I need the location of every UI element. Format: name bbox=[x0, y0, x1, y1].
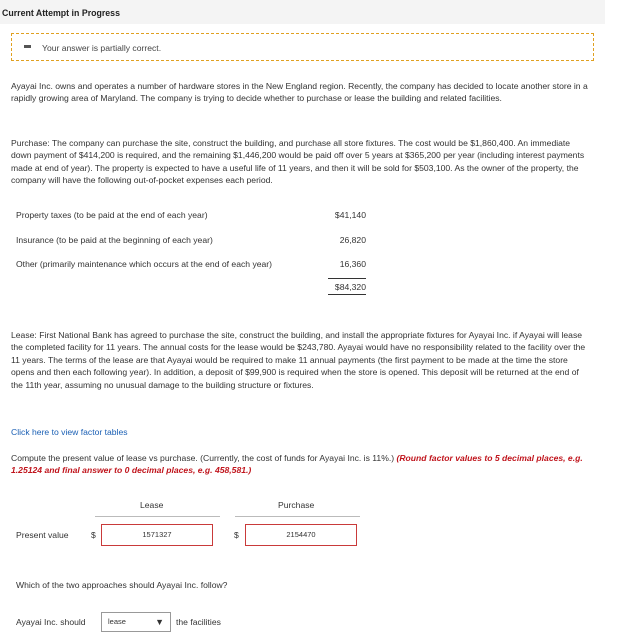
currency-symbol: $ bbox=[91, 530, 96, 540]
question-two: Which of the two approaches should Ayayai Inc. follow? bbox=[16, 580, 228, 590]
cost-value: $41,140 bbox=[334, 210, 366, 220]
column-header-purchase: Purchase bbox=[278, 500, 315, 510]
cost-label: Insurance (to be paid at the beginning of each year) bbox=[16, 235, 213, 245]
right-margin bbox=[605, 0, 631, 644]
lease-heading: Lease: bbox=[11, 330, 37, 340]
header-bar bbox=[0, 0, 605, 24]
factor-tables-link[interactable]: Click here to view factor tables bbox=[11, 427, 128, 437]
present-value-label: Present value bbox=[16, 530, 69, 540]
cost-label: Property taxes (to be paid at the end of each year) bbox=[16, 210, 208, 220]
purchase-text: The company can purchase the site, construct the building, and purchase all store fixtures. The cost would be $1,860,400. An immediate down payment of $414,200 is required, and the remaining $1,446,200 would be paid off over 5 years at $365,200 per year (including interest payments made at end of year). The property is expected to have a useful life of 11 years, and then it will be sold for $503,100. As the owner of the property, the company will have the following out-of-pocket expenses each period. bbox=[11, 138, 585, 186]
purchase-paragraph bbox=[11, 137, 591, 187]
rounding-note: (Round factor values to 5 decimal places, e.g. 1.25124 and final answer to 0 decimal places, e.g. 458,581.) bbox=[11, 453, 583, 476]
cost-label: Other (primarily maintenance which occurs at the end of each year) bbox=[16, 259, 273, 269]
column-divider bbox=[95, 516, 220, 517]
purchase-present-value-input[interactable]: 2154470 bbox=[245, 524, 357, 546]
page-title: Current Attempt in Progress bbox=[2, 8, 120, 18]
column-header-lease: Lease bbox=[140, 500, 164, 510]
status-text: Your answer is partially correct. bbox=[42, 43, 162, 53]
cost-value: 16,360 bbox=[339, 259, 366, 269]
cost-total-row bbox=[16, 282, 366, 294]
intro-paragraph: Ayayai Inc. owns and operates a number of hardware stores in the New England region. Recently, the company has decided to locate another store in a rapidly growing area of Maryland. The company is trying to decide whether to purchase or lease the building and related facilities. bbox=[11, 81, 588, 104]
cost-row bbox=[16, 235, 366, 247]
cost-row bbox=[16, 259, 366, 271]
instruction bbox=[11, 452, 591, 477]
status-banner bbox=[11, 33, 594, 61]
approach-select[interactable] bbox=[101, 612, 171, 632]
answer-prefix: Ayayai Inc. should bbox=[16, 617, 86, 627]
total-double-underline bbox=[328, 294, 366, 295]
instruction-text: Compute the present value of lease vs purchase. (Currently, the cost of funds for Ayayai Inc. is 11%.) bbox=[11, 453, 397, 463]
lease-present-value-input[interactable]: 1571327 bbox=[101, 524, 213, 546]
approach-selected-value: lease bbox=[108, 617, 126, 626]
answer-suffix: the facilities bbox=[176, 617, 221, 627]
total-divider bbox=[328, 278, 366, 279]
cost-total: $84,320 bbox=[334, 282, 366, 292]
purchase-heading: Purchase: bbox=[11, 138, 50, 148]
chevron-down-icon: ▼ bbox=[155, 617, 164, 627]
cost-row bbox=[16, 210, 366, 222]
minus-icon bbox=[24, 45, 31, 48]
currency-symbol: $ bbox=[234, 530, 239, 540]
lease-text: First National Bank has agreed to purchase the site, construct the building, and install the appropriate fixtures for Ayayai Inc. if Ayayai will lease the completed facility for 11 years. The annual costs for the lease would be $243,780. Ayayai would have no responsibility related to the facility over the 11 years. The terms of the lease are that Ayayai would be required to make 11 annual payments (the first payment to be made at the time the store opens and then each following year). In addition, a deposit of $99,900 is required when the store is opened. This deposit will be returned at the end of the 11th year, assuming no unusual damage to the building structure or fixtures. bbox=[11, 330, 586, 390]
lease-paragraph bbox=[11, 329, 591, 391]
cost-value: 26,820 bbox=[339, 235, 366, 245]
column-divider bbox=[235, 516, 360, 517]
